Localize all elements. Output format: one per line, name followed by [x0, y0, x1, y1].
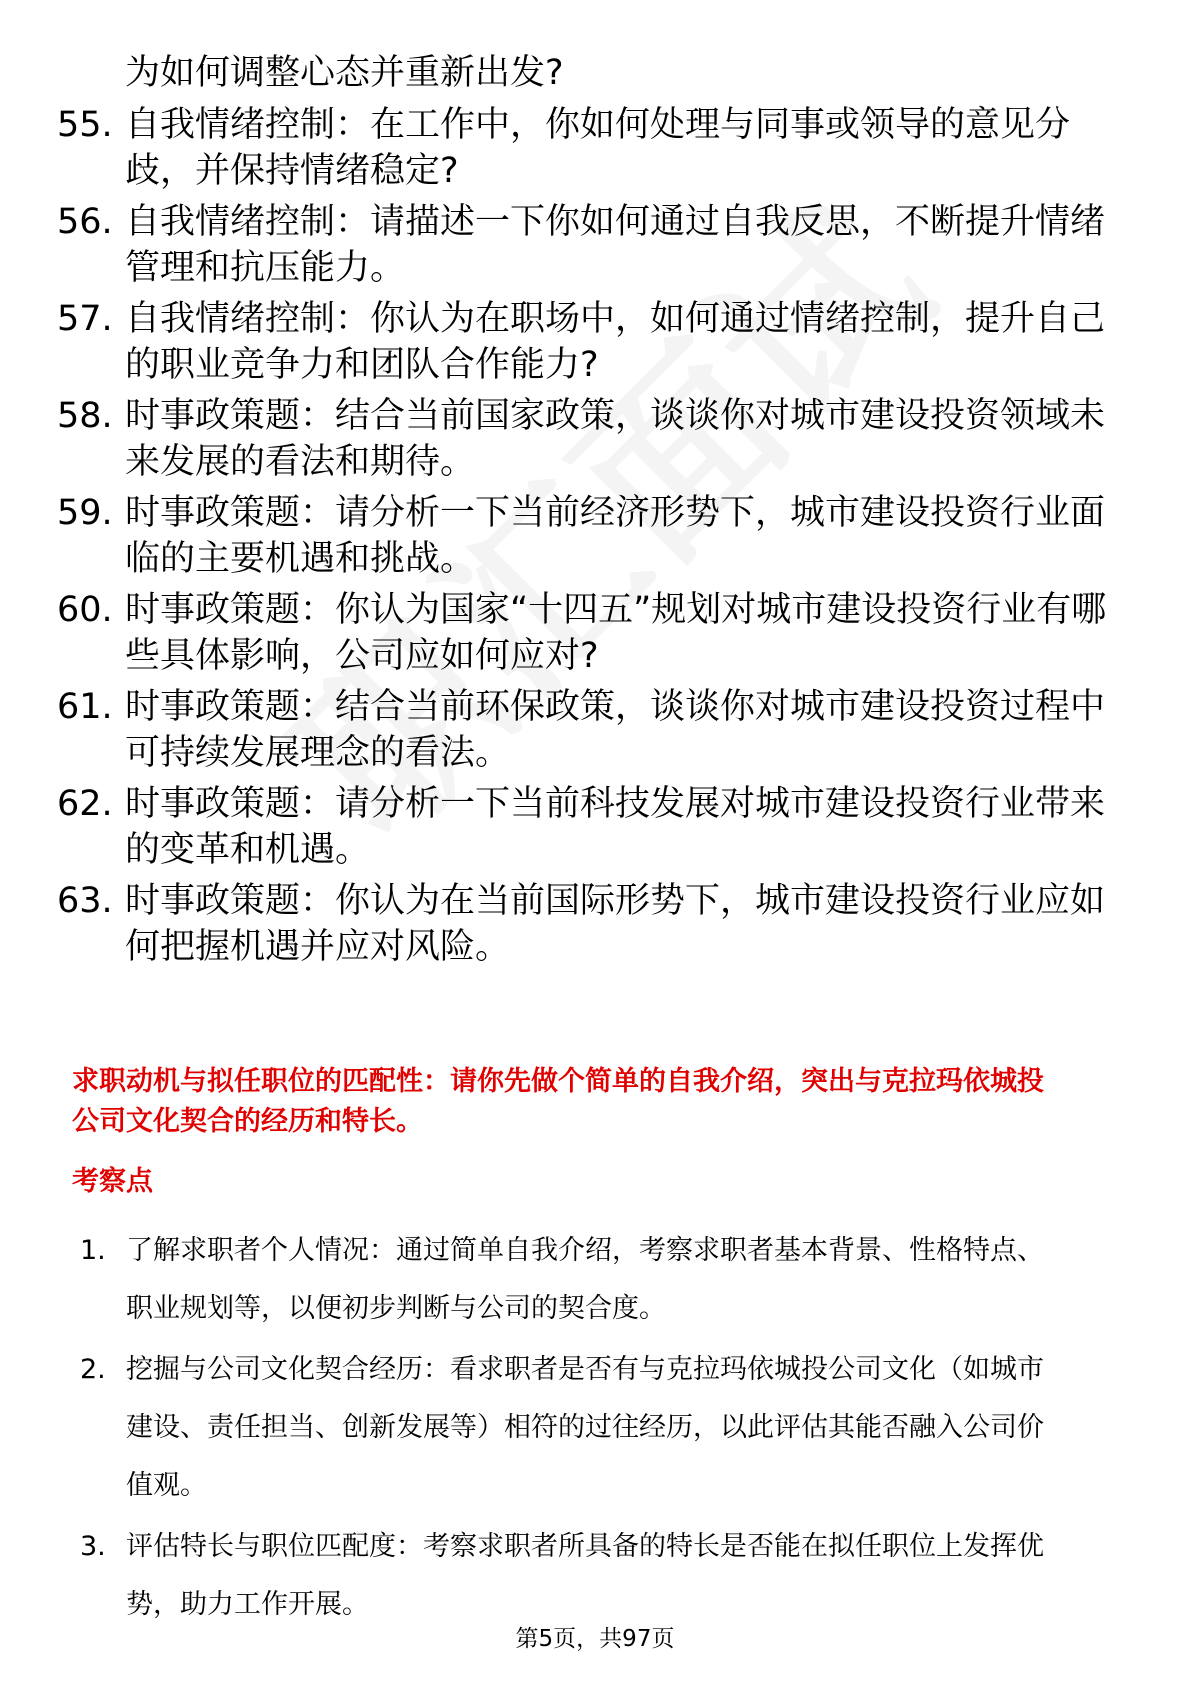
item-number: 58. — [57, 396, 113, 436]
item-text: 时事政策题：你认为国家“十四五”规划对城市建设投资行业有哪 — [125, 590, 1107, 630]
item-text: 时事政策题：请分析一下当前经济形势下，城市建设投资行业面 — [125, 493, 1106, 533]
item-number: 62. — [57, 784, 113, 824]
item-text: 临的主要机遇和挑战。 — [125, 539, 476, 579]
item-text: 时事政策题：结合当前国家政策，谈谈你对城市建设投资领域未 — [125, 396, 1106, 436]
item-number: 1. — [80, 1235, 106, 1266]
list-item — [57, 199, 1137, 291]
item-number: 57. — [57, 299, 113, 339]
item-text: 自我情绪控制：在工作中，你如何处理与同事或领导的意见分 — [125, 105, 1071, 145]
item-text: 何把握机遇并应对风险。 — [125, 927, 511, 967]
item-number: 56. — [57, 202, 113, 242]
item-text: 管理和抗压能力。 — [125, 248, 406, 288]
item-text: 的变革和机遇。 — [125, 830, 371, 870]
item-text: 时事政策题：请分析一下当前科技发展对城市建设投资行业带来 — [125, 784, 1106, 824]
item-text: 了解求职者个人情况：通过简单自我介绍，考察求职者基本背景、性格特点、 — [126, 1235, 1044, 1266]
section-subheading: 考察点 — [72, 1166, 153, 1197]
item-number: 55. — [57, 105, 113, 145]
item-number: 63. — [57, 881, 113, 921]
section-heading: 求职动机与拟任职位的匹配性：请你先做个简单的自我介绍，突出与克拉玛依城投 — [72, 1066, 1044, 1097]
item-number: 61. — [57, 687, 113, 727]
item-text: 歧，并保持情绪稳定? — [125, 151, 459, 191]
list-item — [57, 878, 1137, 970]
item-number: 60. — [57, 590, 113, 630]
item-text: 来发展的看法和期待。 — [125, 442, 476, 482]
list-item — [57, 296, 1137, 388]
list-item — [57, 684, 1137, 776]
item-text: 评估特长与职位匹配度：考察求职者所具备的特长是否能在拟任职位上发挥优 — [126, 1531, 1044, 1562]
list-item — [57, 393, 1137, 485]
item-text: 值观。 — [126, 1470, 207, 1501]
item-text: 自我情绪控制：请描述一下你如何通过自我反思，不断提升情绪 — [125, 202, 1106, 242]
item-text: 挖掘与公司文化契合经历：看求职者是否有与克拉玛依城投公司文化（如城市 — [126, 1354, 1044, 1385]
continuation-line: 为如何调整心态并重新出发? — [125, 53, 564, 93]
item-text: 的职业竞争力和团队合作能力? — [125, 345, 599, 385]
list-item — [57, 102, 1137, 194]
item-text: 职业规划等，以便初步判断与公司的契合度。 — [126, 1293, 666, 1324]
item-number: 2. — [80, 1354, 106, 1385]
item-text: 可持续发展理念的看法。 — [125, 733, 511, 773]
item-text: 自我情绪控制：你认为在职场中，如何通过情绪控制，提升自己 — [125, 299, 1106, 339]
page-footer: 第5页，共97页 — [515, 1626, 675, 1652]
item-number: 59. — [57, 493, 113, 533]
section-heading: 公司文化契合的经历和特长。 — [72, 1106, 423, 1137]
item-text: 时事政策题：你认为在当前国际形势下，城市建设投资行业应如 — [125, 881, 1106, 921]
item-text: 些具体影响，公司应如何应对? — [125, 636, 599, 676]
item-text: 势，助力工作开展。 — [126, 1589, 369, 1620]
list-item — [57, 490, 1137, 582]
list-item — [57, 781, 1137, 873]
item-text: 建设、责任担当、创新发展等）相符的过往经历，以此评估其能否融入公司价 — [126, 1412, 1044, 1443]
item-text: 时事政策题：结合当前环保政策，谈谈你对城市建设投资过程中 — [125, 687, 1106, 727]
list-item — [57, 587, 1137, 679]
item-number: 3. — [80, 1531, 106, 1562]
